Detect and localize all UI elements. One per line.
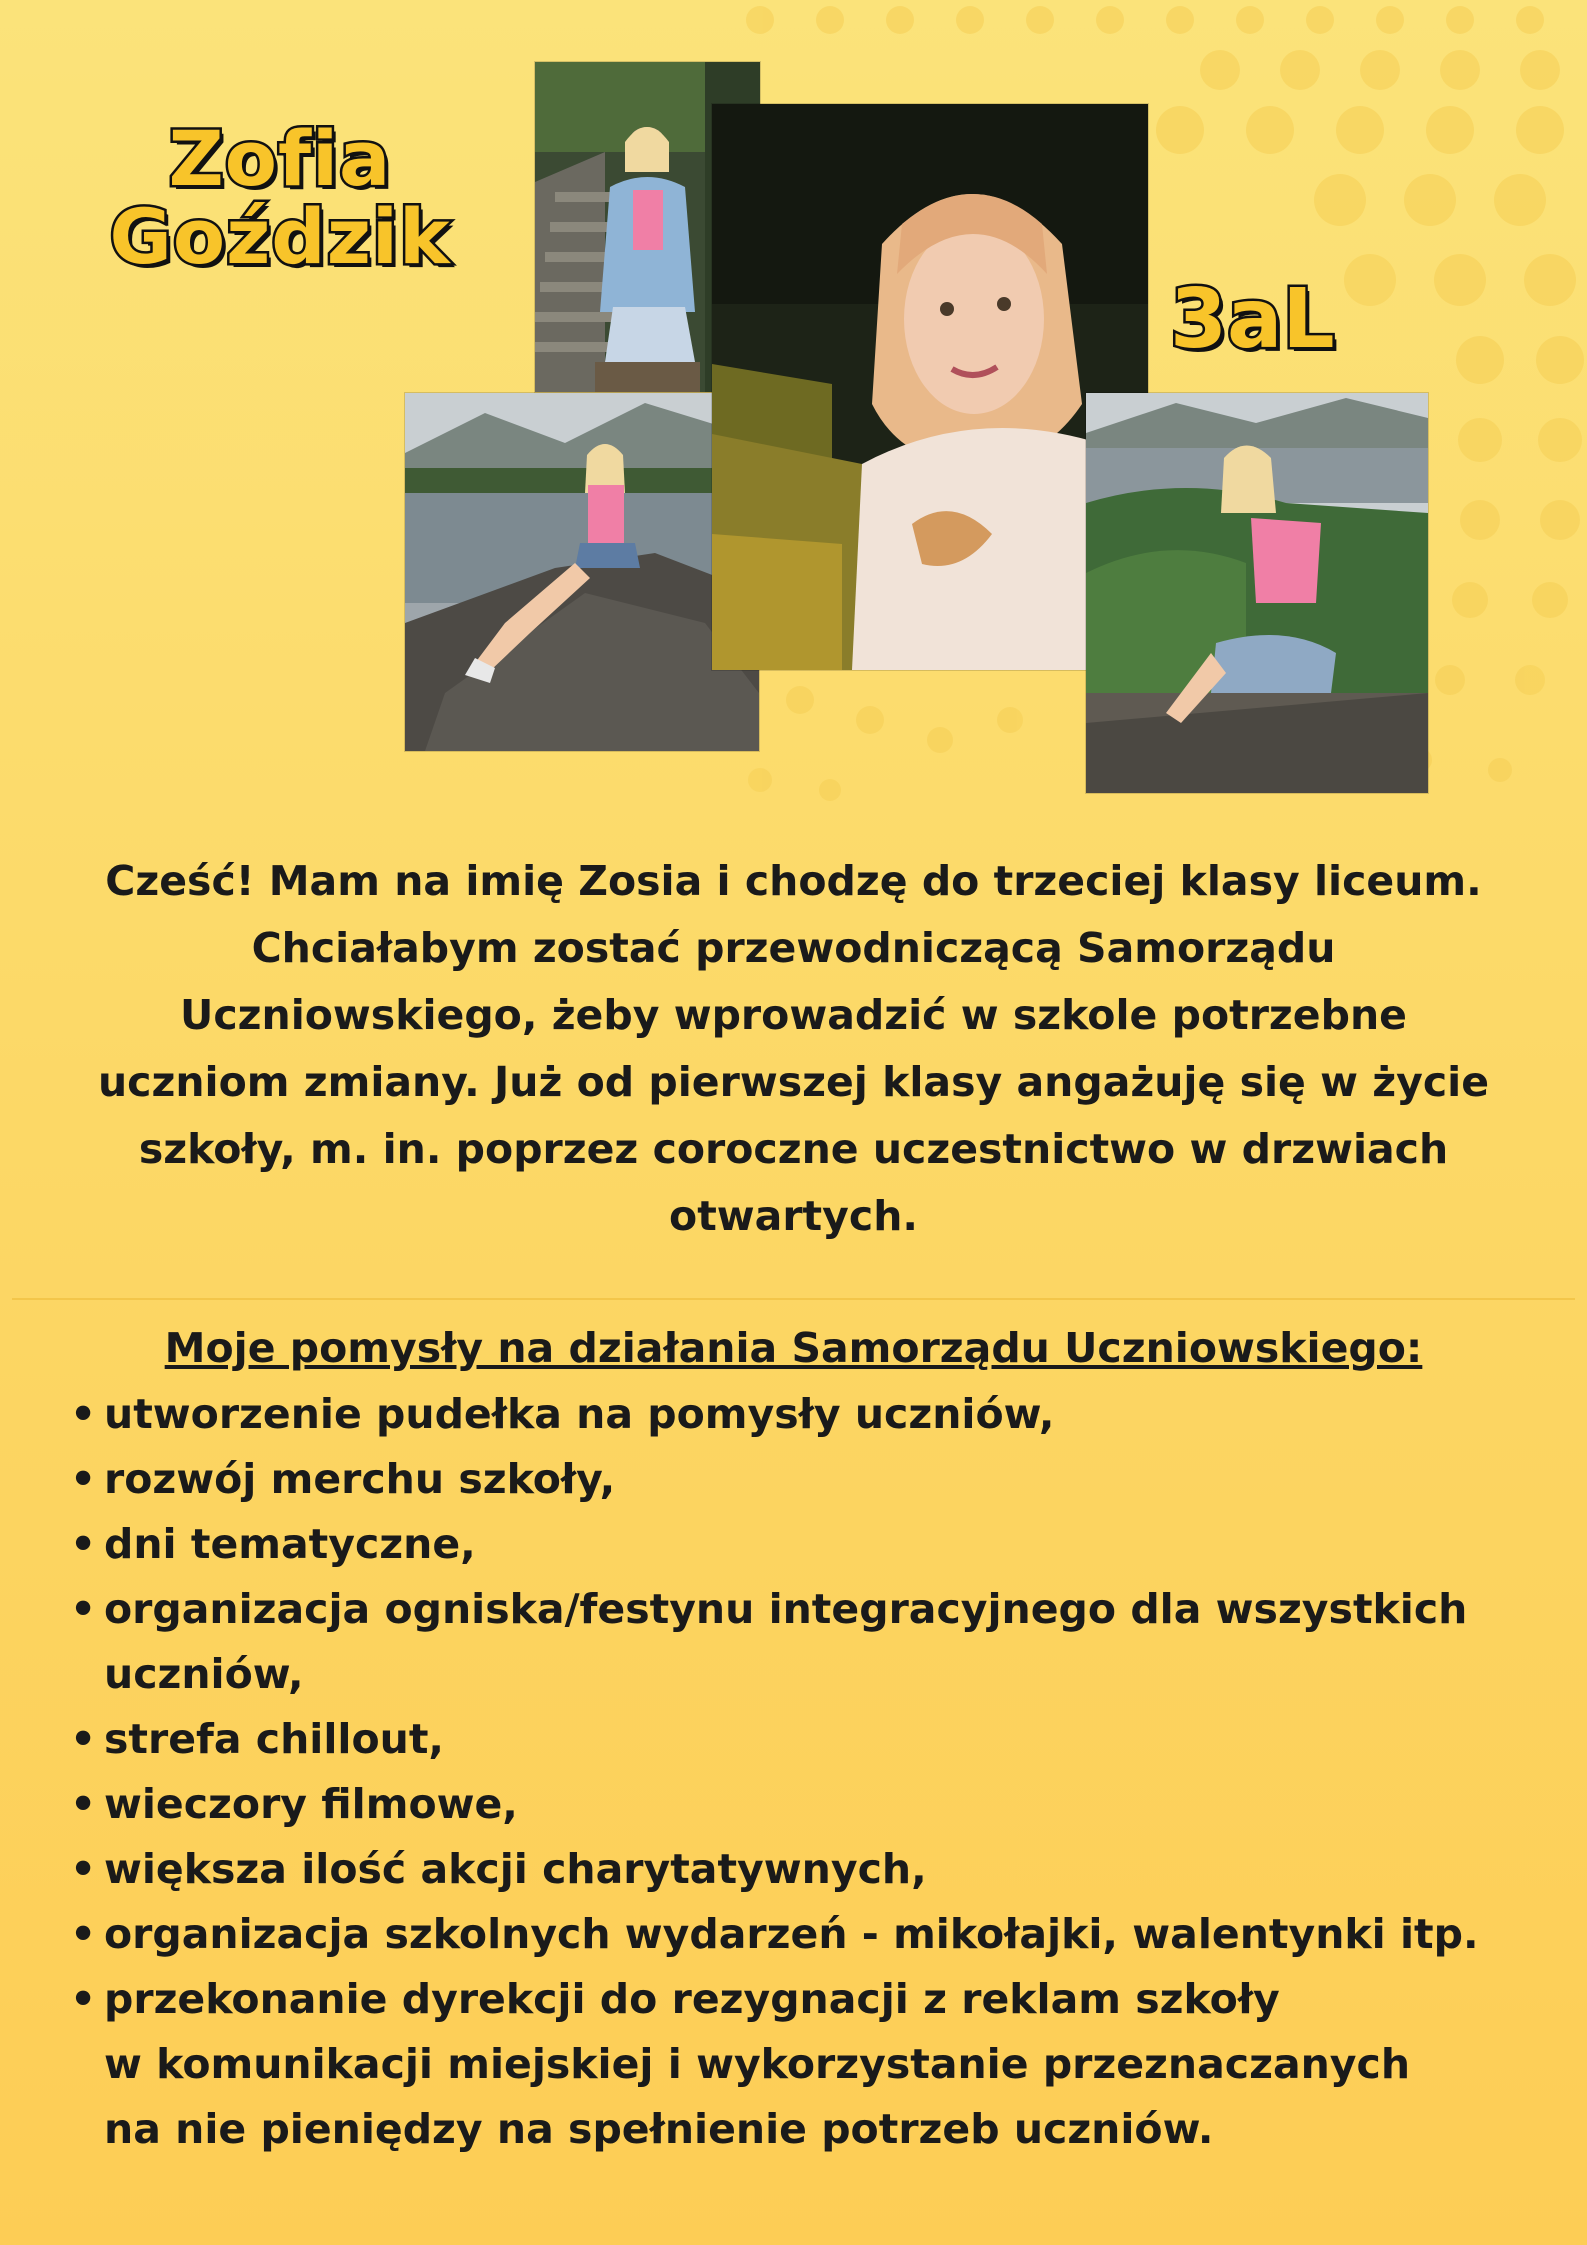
intro-line: uczniom zmiany. Już od pierwszej klasy angażuję się w życie	[97, 1058, 1490, 1106]
first-name: Zofia	[168, 114, 392, 203]
list-item-text: • organizacja szkolnych wydarzeń - mikołajki, walentynki itp.	[104, 1910, 1479, 1958]
list-item-text: • strefa chillout,	[104, 1715, 444, 1763]
candidate-name	[70, 114, 490, 281]
photo-portrait	[712, 104, 1148, 670]
list-item-text: • dni tematyczne,	[104, 1520, 476, 1568]
intro-line: szkoły, m. in. poprzez coroczne uczestnictwo w drzwiach	[138, 1125, 1449, 1173]
person-photo-icon	[712, 104, 1148, 670]
list-item-text: • większa ilość akcji charytatywnych,	[104, 1845, 927, 1893]
ideas-list	[66, 1382, 1566, 2162]
photo-lake-sitting	[1086, 393, 1428, 793]
list-item	[66, 1772, 1566, 1837]
list-item	[66, 1577, 1566, 1707]
intro-paragraph	[20, 848, 1567, 1250]
ideas-heading: Moje pomysły na działania Samorządu Uczniowskiego:	[164, 1324, 1423, 1372]
intro-line: Uczniowskiego, żeby wprowadzić w szkole potrzebne	[180, 991, 1407, 1039]
list-item-text: w komunikacji miejskiej i wykorzystanie przeznaczanych	[104, 2040, 1411, 2088]
person-photo-icon	[1086, 393, 1428, 793]
intro-line: Cześć! Mam na imię Zosia i chodzę do trzeciej klasy liceum.	[105, 857, 1482, 905]
person-photo-icon	[405, 393, 759, 751]
list-item-text: uczniów,	[104, 1650, 304, 1698]
intro-line: Chciałabym zostać przewodniczącą Samorządu	[251, 924, 1336, 972]
list-item-text: • organizacja ogniska/festynu integracyjnego dla wszystkich	[104, 1585, 1468, 1633]
list-item-text: • utworzenie pudełka na pomysły uczniów,	[104, 1390, 1055, 1438]
list-item	[66, 1837, 1566, 1902]
list-item	[66, 1447, 1566, 1512]
section-divider	[12, 1298, 1575, 1300]
last-name: Goździk	[109, 192, 451, 281]
list-item-text: • wieczory filmowe,	[104, 1780, 518, 1828]
list-item-text: na nie pieniędzy na spełnienie potrzeb uczniów.	[104, 2105, 1214, 2153]
list-item	[66, 1902, 1566, 1967]
list-item	[66, 1967, 1566, 2162]
list-item	[66, 1382, 1566, 1447]
photo-lake-rock	[405, 393, 759, 751]
list-item-text: • przekonanie dyrekcji do rezygnacji z reklam szkoły	[104, 1975, 1280, 2023]
list-item	[66, 1512, 1566, 1577]
list-item	[66, 1707, 1566, 1772]
list-item-text: • rozwój merchu szkoły,	[104, 1455, 616, 1503]
intro-line: otwartych.	[669, 1192, 918, 1240]
class-label: 3aL	[1170, 272, 1335, 367]
